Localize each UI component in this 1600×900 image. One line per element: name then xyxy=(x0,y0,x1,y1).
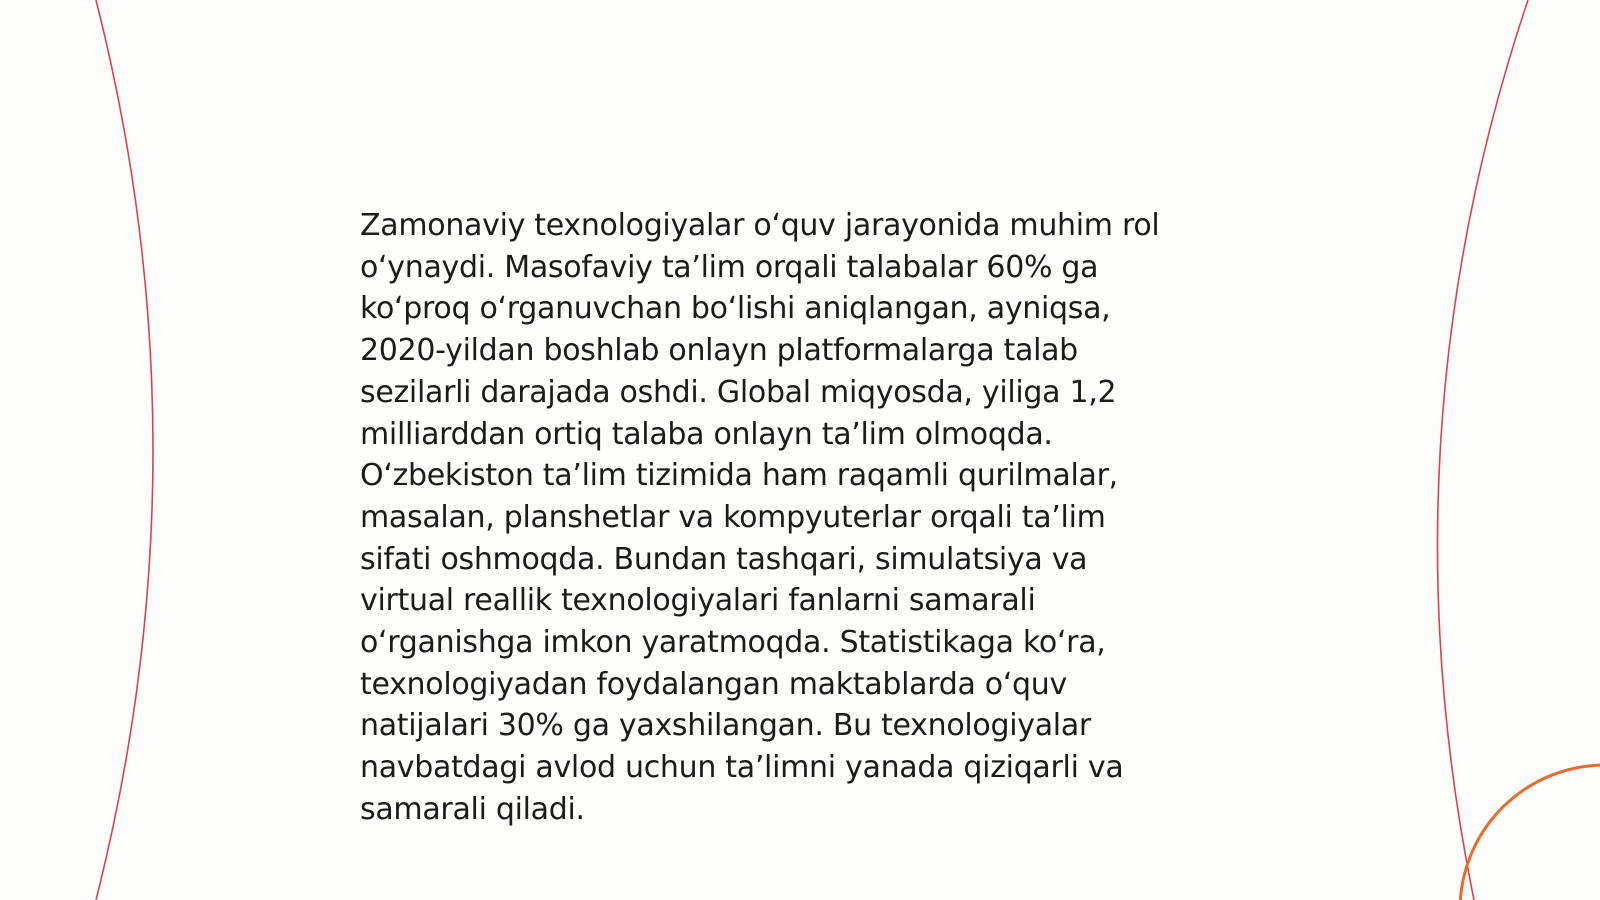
left-curve-decoration xyxy=(96,0,153,900)
slide-body-text: Zamonaviy texnologiyalar o‘quv jarayonida muhim rol o‘ynaydi. Masofaviy ta’lim orqali talabalar 60% ga ko‘proq o‘rganuvchan bo‘lishi aniqlangan, ayniqsa, 2020-yildan boshlab onlayn platformalarga talab sezilarli darajada oshdi. Global miqyosda, yiliga 1,2 milliarddan ortiq talaba onlayn ta’lim olmoqda. O‘zbekiston ta’lim tizimida ham raqamli qurilmalar, masalan, planshetlar va kompyuterlar orqali ta’lim sifati oshmoqda. Bundan tashqari, simulatsiya va virtual reallik texnologiyalari fanlarni samarali o‘rganishga imkon yaratmoqda. Statistikaga ko‘ra, texnologiyadan foydalangan maktablarda o‘quv natijalari 30% ga yaxshilangan. Bu texnologiyalar navbatdagi avlod uchun ta’limni yanada qiziqarli va samarali qiladi. xyxy=(360,208,1160,827)
right-curve-decoration xyxy=(1437,0,1528,900)
orange-arc-decoration xyxy=(1460,765,1600,900)
